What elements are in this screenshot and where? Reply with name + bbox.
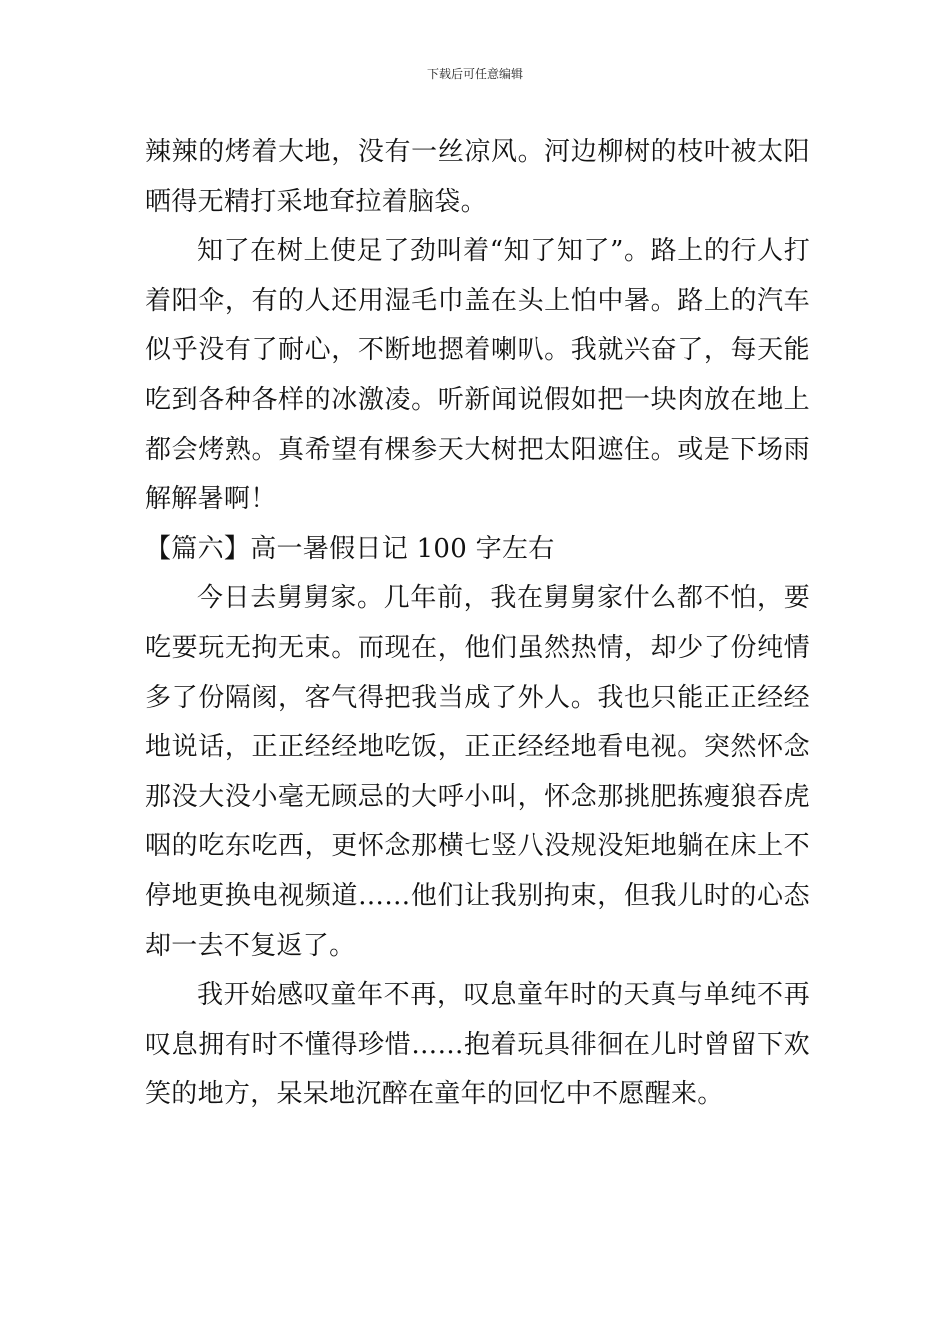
paragraph-cicadas: 知了在树上使足了劲叫着“知了知了”。路上的行人打着阳伞，有的人还用湿毛巾盖在头上怕中暑。路上的汽车似乎没有了耐心，不断地摁着喇叭。我就兴奋了，每天能吃到各种各样的冰激凌。听新闻说假如把一块肉放在地上都会烤熟。真希望有棵参天大树把太阳遮住。或是下场雨解解暑啊！ — [145, 236, 810, 515]
page-header-note: 下载后可任意编辑 — [426, 67, 523, 81]
paragraph-childhood: 我开始感叹童年不再，叹息童年时的天真与单纯不再叹息拥有时不懂得珍惜……抱着玩具徘徊在儿时曾留下欢笑的地方，呆呆地沉醉在童年的回忆中不愿醒来。 — [145, 980, 810, 1110]
paragraph-uncle-house: 今日去舅舅家。几年前，我在舅舅家什么都不怕，要吃要玩无拘无束。而现在，他们虽然热情，却少了份纯情多了份隔阂，客气得把我当成了外人。我也只能正正经经地说话，正正经经地吃饭，正正经经地看电视。突然怀念那没大没小毫无顾忌的大呼小叫，怀念那挑肥拣瘦狼吞虎咽的吃东吃西，更怀念那横七竖八没规没矩地躺在床上不停地更换电视频道……他们让我别拘束，但我儿时的心态却一去不复返了。 — [145, 583, 810, 961]
section-heading: 【篇六】高一暑假日记 100 字左右 — [145, 533, 555, 564]
paragraph-continued: 辣辣的烤着大地，没有一丝凉风。河边柳树的枝叶被太阳晒得无精打采地耷拉着脑袋。 — [145, 137, 810, 217]
document-body — [145, 128, 810, 1120]
